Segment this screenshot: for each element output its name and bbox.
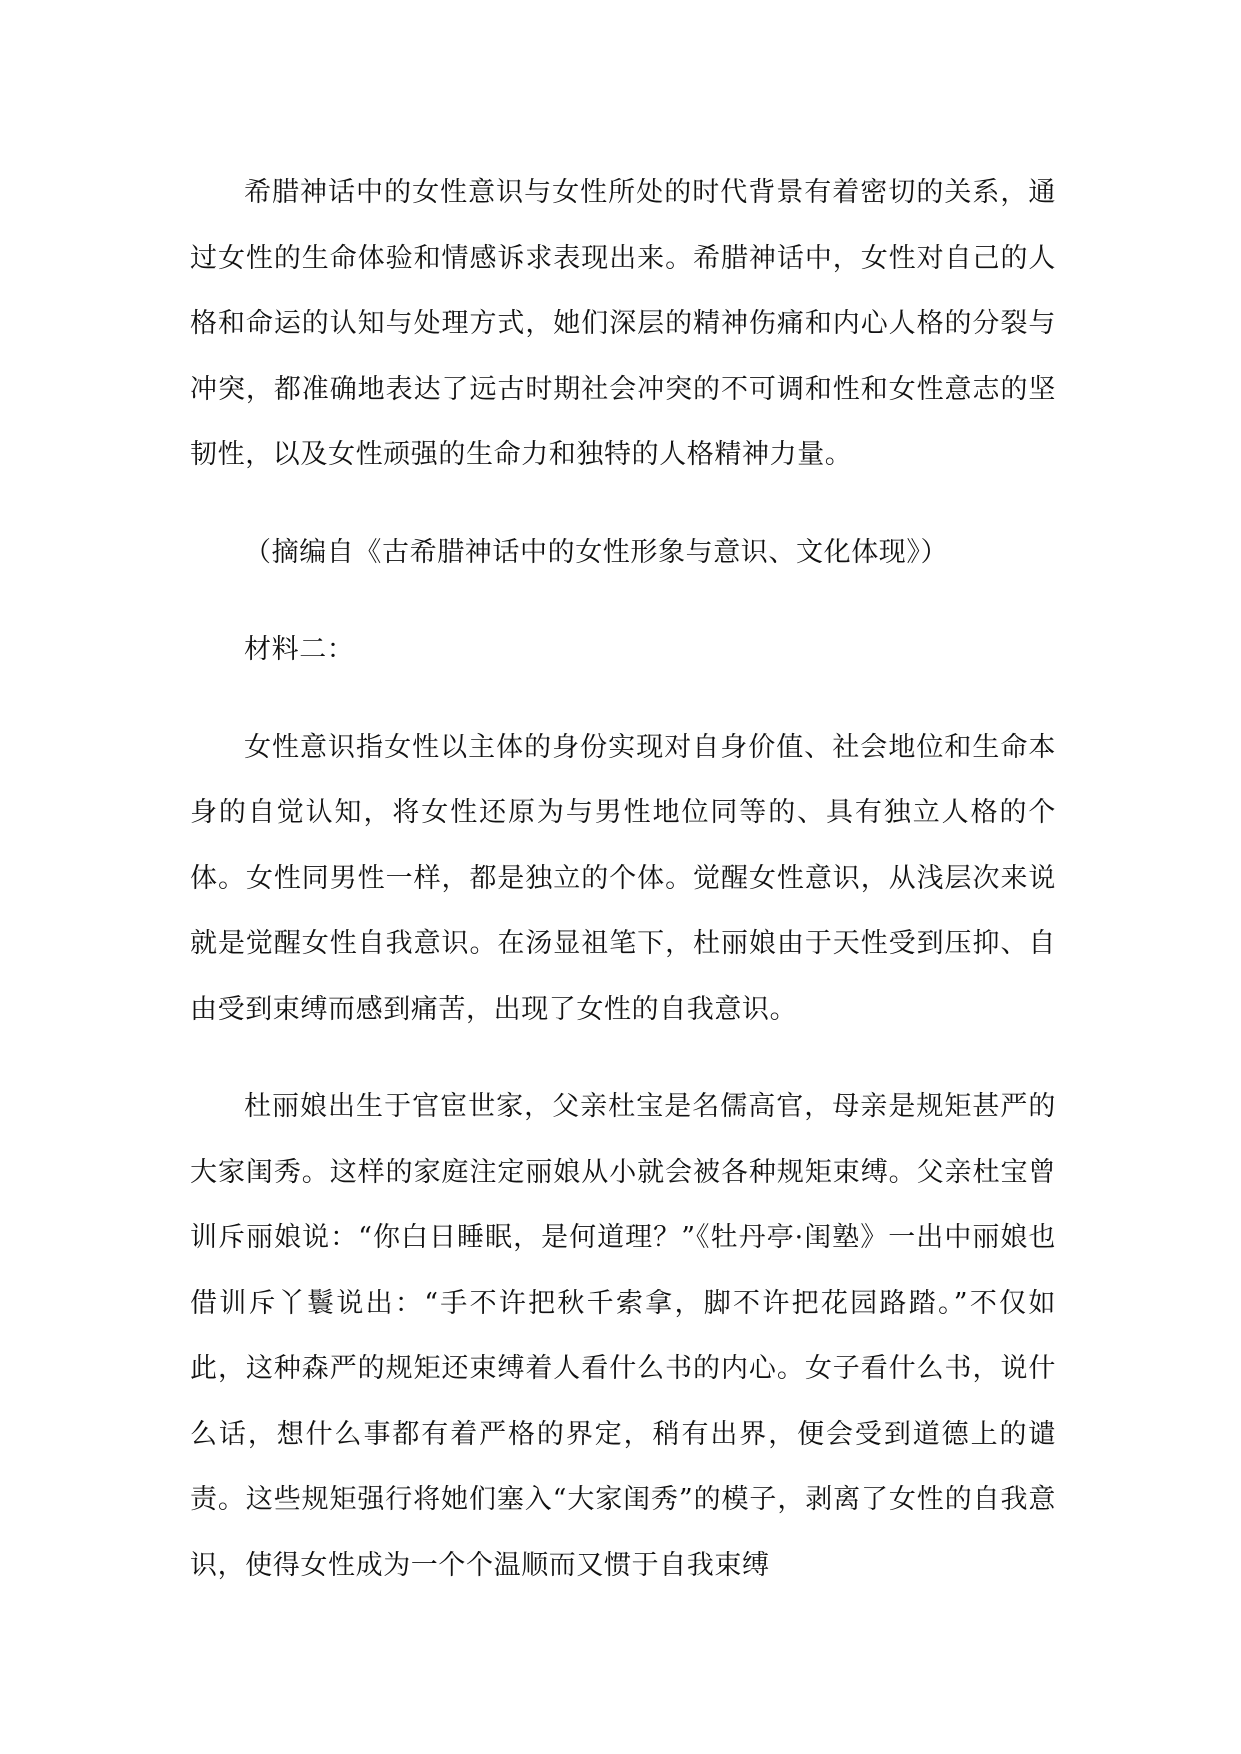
paragraph-greek-myth: 希腊神话中的女性意识与女性所处的时代背景有着密切的关系，通过女性的生命体验和情感诉求表现出来。希腊神话中，女性对自己的人格和命运的认知与处理方式，她们深层的精神伤痛和内心人格的分裂与冲突，都准确地表达了远古时期社会冲突的不可调和性和女性意志的坚韧性，以及女性顽强的生命力和独特的人格精神力量。: [190, 177, 1056, 470]
paragraph-du-liniang: 杜丽娘出生于官宦世家，父亲杜宝是名儒高官，母亲是规矩甚严的大家闺秀。这样的家庭注定丽娘从小就会被各种规矩束缚。父亲杜宝曾训斥丽娘说：“你白日睡眠，是何道理？”《牡丹亭·闺塾》一出中丽娘也借训斥丫鬟说出：“手不许把秋千索拿，脚不许把花园路踏。”不仅如此，这种森严的规矩还束缚着人看什么书的内心。女子看什么书，说什么话，想什么事都有着严格的界定，稍有出界，便会受到道德上的谴责。这些规矩强行将她们塞入“大家闺秀”的模子，剥离了女性的自我意识，使得女性成为一个个温顺而又惯于自我束缚: [190, 1091, 1056, 1581]
material-two-label: 材料二：: [244, 634, 355, 665]
source-citation: （摘编自《古希腊神话中的女性形象与意识、文化体现》）: [244, 536, 949, 568]
document-body: [190, 160, 1056, 1630]
paragraph-female-consciousness: 女性意识指女性以主体的身份实现对自身价值、社会地位和生命本身的自觉认知，将女性还原为与男性地位同等的、具有独立人格的个体。女性同男性一样，都是独立的个体。觉醒女性意识，从浅层次来说就是觉醒女性自我意识。在汤显祖笔下，杜丽娘由于天性受到压抑、自由受到束缚而感到痛苦，出现了女性的自我意识。: [190, 731, 1056, 1025]
